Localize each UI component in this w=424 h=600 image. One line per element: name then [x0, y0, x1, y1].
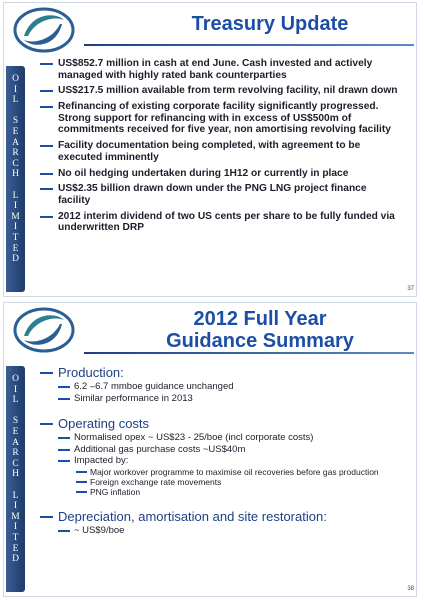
dash-bullet-icon [40, 423, 53, 425]
oil-search-limited-sidebar [6, 66, 25, 292]
list-item: Impacted by: [40, 455, 400, 467]
dash-bullet-icon [40, 145, 53, 147]
bullet-item: US$852.7 million in cash at end June. Cash invested and actively managed with highly rated bank counterparties [40, 58, 400, 81]
list-item: Normalised opex ~ US$23 - 25/boe (incl corporate costs) [40, 432, 400, 444]
bullet-item: US$217.5 million available from term revolving facility, nil drawn down [40, 85, 400, 97]
dash-bullet-icon [76, 471, 87, 473]
dash-bullet-icon [40, 516, 53, 518]
dash-bullet-icon [40, 216, 53, 218]
oil-search-limited-sidebar [6, 366, 25, 592]
dash-bullet-icon [58, 386, 70, 388]
title-line-1: 2012 Full Year [193, 308, 327, 330]
bullet-item: Facility documentation being completed, with agreement to be executed imminently [40, 140, 400, 163]
dash-bullet-icon [40, 90, 53, 92]
dash-bullet-icon [76, 481, 87, 483]
list-item: Additional gas purchase costs ~US$40m [40, 444, 400, 456]
section-heading-depreciation: Depreciation, amortisation and site restoration: [40, 509, 400, 524]
bullet-item: 2012 interim dividend of two US cents per share to be fully funded via underwritten DRP [40, 211, 400, 234]
dash-bullet-icon [76, 491, 87, 493]
oil-search-logo [12, 6, 76, 54]
page-number: 37 [407, 286, 414, 292]
dash-bullet-icon [40, 188, 53, 190]
slide-title [110, 308, 410, 352]
dash-bullet-icon [40, 106, 53, 108]
sub-list-item: Major workover programme to maximise oil recoveries before gas production [40, 467, 400, 477]
list-item: ~ US$9/boe [40, 525, 400, 537]
guidance-list [40, 362, 400, 536]
dash-bullet-icon [58, 449, 70, 451]
bullet-item: US$2.35 billion drawn down under the PNG LNG project finance facility [40, 183, 400, 206]
sub-list-item: Foreign exchange rate movements [40, 477, 400, 487]
dash-bullet-icon [40, 63, 53, 65]
section-heading-operating-costs: Operating costs [40, 416, 400, 431]
dash-bullet-icon [58, 460, 70, 462]
dash-bullet-icon [58, 530, 70, 532]
oil-search-logo [12, 306, 76, 354]
section-heading-production: Production: [40, 365, 400, 380]
slide-title: Treasury Update [191, 13, 349, 35]
dash-bullet-icon [58, 437, 70, 439]
dash-bullet-icon [40, 372, 53, 374]
page-number: 38 [407, 586, 414, 592]
dash-bullet-icon [58, 398, 70, 400]
title-line-2: Guidance Summary [166, 330, 354, 352]
sub-list-item: PNG inflation [40, 487, 400, 497]
title-divider [84, 44, 414, 46]
dash-bullet-icon [40, 173, 53, 175]
slide-guidance-summary [0, 300, 424, 600]
bullet-item: Refinancing of existing corporate facility significantly progressed. Strong support for refinancing with in excess of US$500m of commitments received for five year, non amortising revolving facility [40, 101, 400, 136]
list-item: 6.2 –6.7 mmboe guidance unchanged [40, 381, 400, 393]
title-divider [84, 352, 414, 354]
sidebar-label: O I L S E A R C H L I M I T E D [11, 74, 20, 265]
sidebar-label: O I L S E A R C H L I M I T E D [11, 374, 20, 565]
bullet-item: No oil hedging undertaken during 1H12 or currently in place [40, 168, 400, 180]
bullet-list [40, 58, 400, 238]
list-item: Similar performance in 2013 [40, 393, 400, 405]
